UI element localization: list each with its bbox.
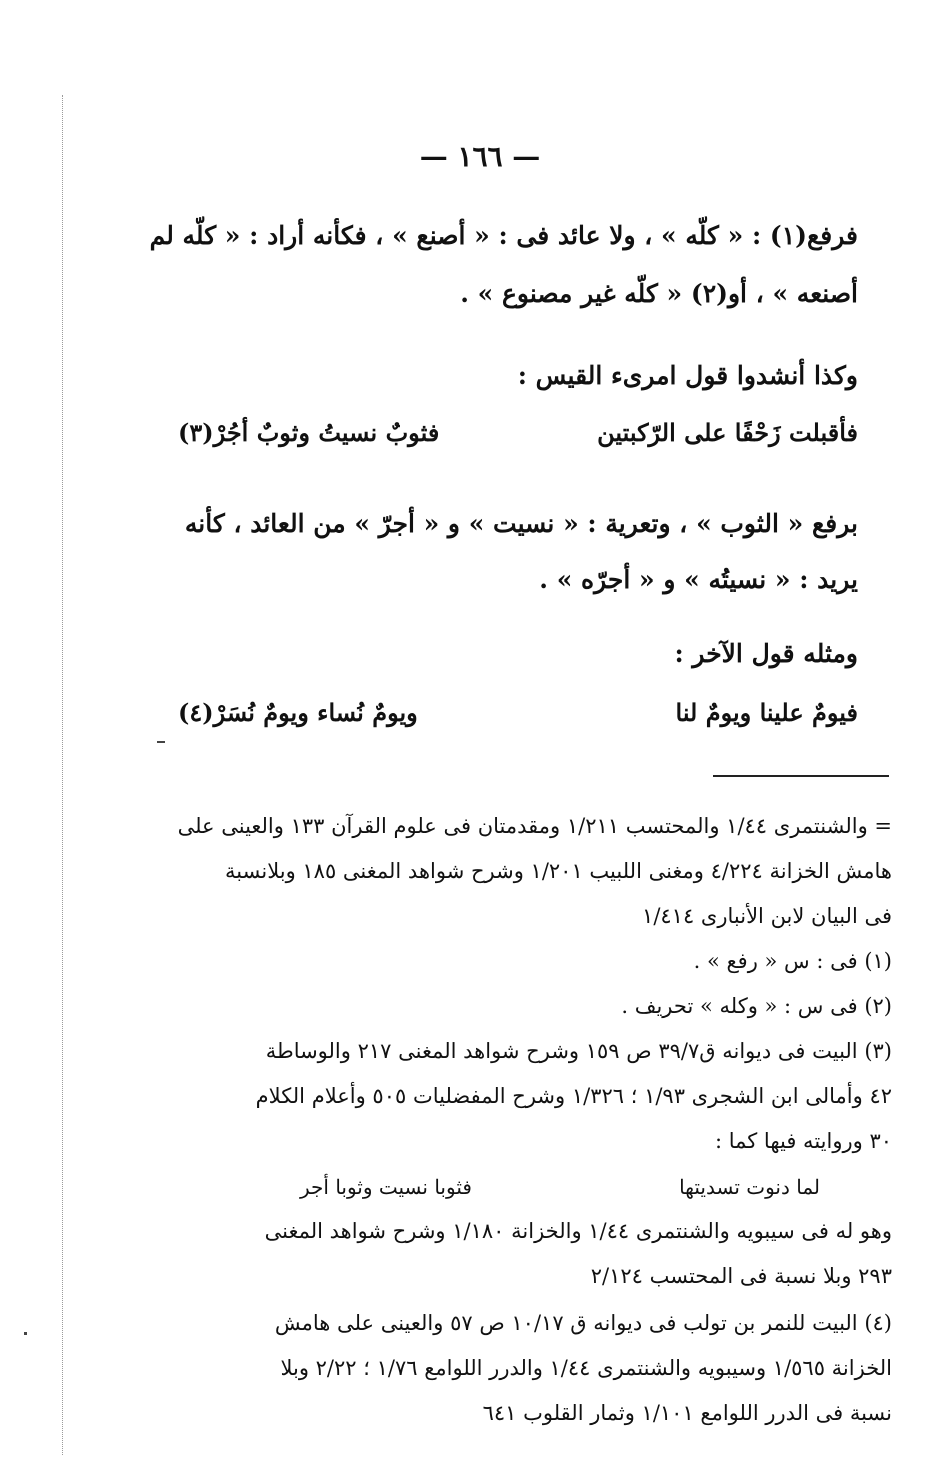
main-text-line: يريد : « نسيتُه » و « أجرّه » . [539, 565, 858, 594]
verse-other-poet [138, 698, 858, 738]
footnote-line: وهو له فى سيبويه والشنتمرى ١/٤٤ والخزانة ١/١٨٠ وشرح شواهد المغنى [264, 1219, 892, 1243]
footnote-line: فى البيان لابن الأنبارى ١/٤١٤ [642, 904, 892, 928]
footnote-verse [220, 1175, 820, 1205]
main-text-line: وكذا أنشدوا قول امرىء القيس : [517, 361, 858, 390]
footnote-1: (١) فى : س « رفع » . [693, 949, 892, 973]
verse-first-hemistich: لما دنوت تسديتها [679, 1175, 820, 1199]
page-number: — ١٦٦ — [419, 140, 541, 173]
footnote-4: (٤) البيت للنمر بن تولب فى ديوانه ق ١٠/١٧ ص ٥٧ والعينى على هامش [274, 1311, 892, 1335]
footnote-line: ٢٩٣ وبلا نسبة فى المحتسب ٢/١٢٤ [590, 1264, 892, 1288]
main-text-line: فرفع(١) : « كلّه » ، ولا عائد فى : « أصنع » ، فكأنه أراد : « كلّه لم [149, 221, 858, 250]
footnote-line: الخزانة ١/٥٦٥ وسيبويه والشنتمرى ١/٤٤ والدرر اللوامع ١/٧٦ ؛ ٢/٢٢ وبلا [280, 1356, 892, 1380]
main-text-line: برفع « الثوب » ، وتعرية : « نسيت » و « أجرّ » من العائد ، كأنه [184, 509, 858, 538]
verse-second-hemistich: فثوبٌ نسيتُ وثوبٌ أجُرْ(٣) [178, 418, 440, 447]
scan-speck [157, 741, 165, 743]
main-text-line: أصنعه » ، أو(٢) « كلّه غير مصنوع » . [460, 279, 858, 308]
scan-speck [24, 1332, 27, 1335]
left-margin-scan-line [62, 95, 63, 1455]
footnote-line: نسبة فى الدرر اللوامع ١/١٠١ وثمار القلوب ٦٤١ [482, 1401, 892, 1425]
footnote-2: (٢) فى س : « وكله » تحريف . [621, 994, 892, 1018]
footnote-line: ٤٢ وأمالى ابن الشجرى ١/٩٣ ؛ ١/٣٢٦ وشرح المفضليات ٥٠٥ وأعلام الكلام [255, 1084, 892, 1108]
verse-imru-al-qays [138, 418, 858, 458]
verse-first-hemistich: فأقبلت زَحْفًا على الرّكبتين [597, 418, 858, 447]
footnote-3: (٣) البيت فى ديوانه ق٣٩/٧ ص ١٥٩ وشرح شواهد المغنى ٢١٧ والوساطة [265, 1039, 892, 1063]
footnote-separator-rule [713, 775, 889, 777]
verse-first-hemistich: فيومٌ علينا ويومٌ لنا [675, 698, 858, 727]
main-text-line: ومثله قول الآخر : [674, 639, 858, 668]
verse-second-hemistich: ويومٌ نُساء ويومٌ نُسَرْ(٤) [178, 698, 418, 727]
footnote-line: هامش الخزانة ٤/٢٢٤ ومغنى اللبيب ١/٢٠١ وشرح شواهد المغنى ١٨٥ وبلانسبة [225, 859, 892, 883]
footnote-line: ٣٠ وروايته فيها كما : [714, 1129, 892, 1153]
verse-second-hemistich: فثوبا نسيت وثوبا أجر [300, 1175, 472, 1199]
footnote-line: = والشنتمرى ١/٤٤ والمحتسب ١/٢١١ ومقدمتان فى علوم القرآن ١٣٣ والعينى على [177, 814, 892, 838]
